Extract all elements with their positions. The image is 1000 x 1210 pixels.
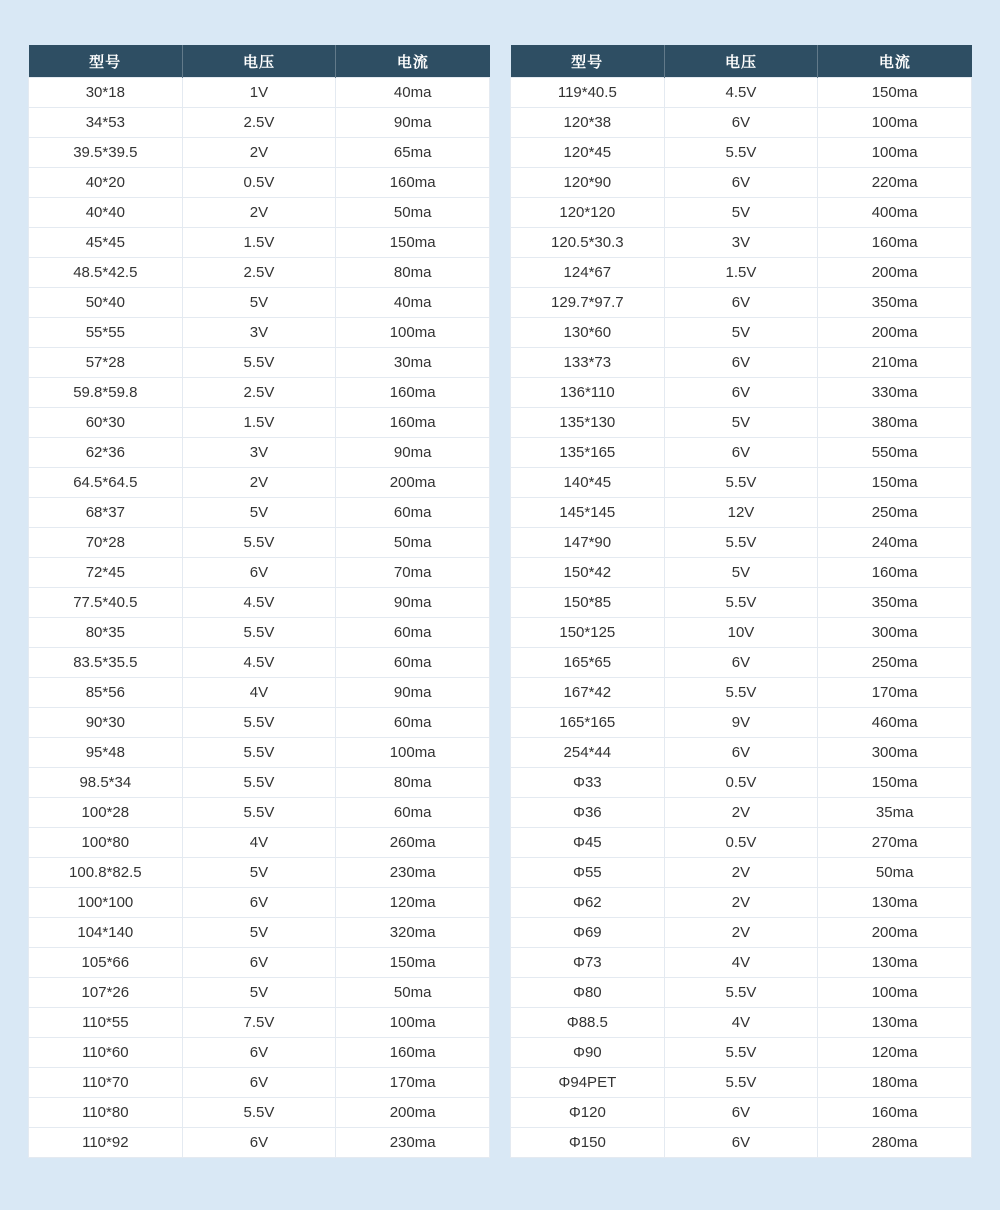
table-cell: 160ma xyxy=(336,1038,490,1068)
table-cell: 400ma xyxy=(818,198,972,228)
table-cell: 150*85 xyxy=(511,588,665,618)
table-row xyxy=(29,168,490,198)
table-cell: 4V xyxy=(182,828,336,858)
table-row xyxy=(29,138,490,168)
table-cell: 6V xyxy=(182,1038,336,1068)
table-row xyxy=(29,978,490,1008)
table-cell: 170ma xyxy=(818,678,972,708)
table-cell: 2V xyxy=(182,138,336,168)
table-row xyxy=(29,378,490,408)
table-cell: 2V xyxy=(664,918,818,948)
table-row xyxy=(511,468,972,498)
table-cell: 240ma xyxy=(818,528,972,558)
table-cell: 5V xyxy=(664,558,818,588)
table-cell: 5.5V xyxy=(664,588,818,618)
table-cell: 70*28 xyxy=(29,528,183,558)
table-cell: Φ120 xyxy=(511,1098,665,1128)
table-cell: 12V xyxy=(664,498,818,528)
table-cell: 120ma xyxy=(818,1038,972,1068)
table-row xyxy=(29,438,490,468)
table-row xyxy=(511,198,972,228)
table-cell: 165*65 xyxy=(511,648,665,678)
table-cell: 1.5V xyxy=(182,408,336,438)
table-cell: 30*18 xyxy=(29,78,183,108)
table-row xyxy=(29,408,490,438)
table-cell: 107*26 xyxy=(29,978,183,1008)
table-cell: 130ma xyxy=(818,888,972,918)
table-cell: 1.5V xyxy=(664,258,818,288)
table-row xyxy=(29,738,490,768)
table-cell: 120*90 xyxy=(511,168,665,198)
table-cell: 59.8*59.8 xyxy=(29,378,183,408)
table-cell: 110*70 xyxy=(29,1068,183,1098)
table-row xyxy=(511,408,972,438)
table-cell: 110*60 xyxy=(29,1038,183,1068)
table-row xyxy=(511,678,972,708)
table-cell: 250ma xyxy=(818,498,972,528)
table-cell: 80ma xyxy=(336,258,490,288)
table-row xyxy=(511,1008,972,1038)
table-cell: 100*80 xyxy=(29,828,183,858)
table-cell: 6V xyxy=(664,378,818,408)
table-cell: 3V xyxy=(664,228,818,258)
table-cell: 30ma xyxy=(336,348,490,378)
table-cell: 77.5*40.5 xyxy=(29,588,183,618)
table-row xyxy=(29,708,490,738)
table-row xyxy=(29,948,490,978)
table-row xyxy=(29,528,490,558)
table-row xyxy=(511,828,972,858)
table-cell: 300ma xyxy=(818,738,972,768)
table-cell: 119*40.5 xyxy=(511,78,665,108)
table-row xyxy=(511,78,972,108)
table-cell: 80*35 xyxy=(29,618,183,648)
table-cell: 5V xyxy=(182,288,336,318)
table-cell: 165*165 xyxy=(511,708,665,738)
table-row xyxy=(29,1008,490,1038)
table-cell: 110*80 xyxy=(29,1098,183,1128)
table-cell: 160ma xyxy=(818,228,972,258)
table-cell: 0.5V xyxy=(664,768,818,798)
table-cell: 2.5V xyxy=(182,108,336,138)
table-row xyxy=(511,708,972,738)
table-row xyxy=(511,438,972,468)
table-cell: 150ma xyxy=(336,948,490,978)
table-cell: Φ69 xyxy=(511,918,665,948)
table-cell: 160ma xyxy=(336,378,490,408)
table-cell: 7.5V xyxy=(182,1008,336,1038)
table-cell: 3V xyxy=(182,438,336,468)
table-cell: 95*48 xyxy=(29,738,183,768)
table-row xyxy=(29,198,490,228)
table-cell: 4V xyxy=(182,678,336,708)
table-cell: 83.5*35.5 xyxy=(29,648,183,678)
table-cell: 2V xyxy=(664,858,818,888)
table-cell: 48.5*42.5 xyxy=(29,258,183,288)
table-row xyxy=(29,858,490,888)
table-cell: 6V xyxy=(664,1128,818,1158)
table-cell: 50ma xyxy=(336,978,490,1008)
table-cell: 105*66 xyxy=(29,948,183,978)
table-cell: 57*28 xyxy=(29,348,183,378)
table-cell: 5V xyxy=(664,198,818,228)
table-cell: 60ma xyxy=(336,648,490,678)
table-cell: 90ma xyxy=(336,588,490,618)
table-cell: 6V xyxy=(664,288,818,318)
table-row xyxy=(511,888,972,918)
table-cell: 34*53 xyxy=(29,108,183,138)
table-row xyxy=(29,768,490,798)
table-row xyxy=(29,258,490,288)
table-cell: 320ma xyxy=(336,918,490,948)
table-row xyxy=(29,318,490,348)
table-cell: 5.5V xyxy=(182,738,336,768)
table-cell: 85*56 xyxy=(29,678,183,708)
table-cell: 2.5V xyxy=(182,258,336,288)
column-header: 电压 xyxy=(182,45,336,78)
table-cell: 5.5V xyxy=(182,618,336,648)
table-cell: 170ma xyxy=(336,1068,490,1098)
table-cell: 1.5V xyxy=(182,228,336,258)
table-cell: 260ma xyxy=(336,828,490,858)
table-cell: 70ma xyxy=(336,558,490,588)
table-row xyxy=(511,618,972,648)
table-cell: 110*92 xyxy=(29,1128,183,1158)
table-cell: 136*110 xyxy=(511,378,665,408)
table-row xyxy=(29,348,490,378)
table-cell: 40ma xyxy=(336,288,490,318)
table-cell: 6V xyxy=(182,1068,336,1098)
table-cell: 65ma xyxy=(336,138,490,168)
table-cell: 120*45 xyxy=(511,138,665,168)
table-row xyxy=(511,1098,972,1128)
table-row xyxy=(29,1098,490,1128)
table-cell: 100ma xyxy=(336,738,490,768)
table-cell: 120ma xyxy=(336,888,490,918)
table-row xyxy=(511,1128,972,1158)
table-cell: Φ36 xyxy=(511,798,665,828)
table-cell: 2V xyxy=(182,198,336,228)
table-cell: 6V xyxy=(664,168,818,198)
table-cell: 60*30 xyxy=(29,408,183,438)
table-cell: 230ma xyxy=(336,1128,490,1158)
table-row xyxy=(29,678,490,708)
table-cell: 110*55 xyxy=(29,1008,183,1038)
table-cell: 5.5V xyxy=(182,348,336,378)
table-row xyxy=(511,528,972,558)
table-cell: 40*40 xyxy=(29,198,183,228)
table-cell: 5.5V xyxy=(182,528,336,558)
table-cell: 129.7*97.7 xyxy=(511,288,665,318)
table-cell: 2V xyxy=(664,888,818,918)
table-row xyxy=(511,768,972,798)
table-row xyxy=(511,948,972,978)
table-cell: 130ma xyxy=(818,948,972,978)
table-cell: 5.5V xyxy=(664,468,818,498)
table-cell: 100ma xyxy=(336,318,490,348)
table-cell: 150ma xyxy=(336,228,490,258)
table-cell: 5.5V xyxy=(664,678,818,708)
table-cell: 0.5V xyxy=(182,168,336,198)
table-cell: 45*45 xyxy=(29,228,183,258)
table-cell: 120.5*30.3 xyxy=(511,228,665,258)
table-row xyxy=(511,918,972,948)
column-header: 电压 xyxy=(664,45,818,78)
table-row xyxy=(511,168,972,198)
table-cell: 150ma xyxy=(818,78,972,108)
table-cell: 60ma xyxy=(336,798,490,828)
table-cell: 9V xyxy=(664,708,818,738)
table-row xyxy=(511,288,972,318)
table-cell: 5.5V xyxy=(182,1098,336,1128)
table-cell: 2.5V xyxy=(182,378,336,408)
table-row xyxy=(29,798,490,828)
table-cell: 330ma xyxy=(818,378,972,408)
table-cell: 68*37 xyxy=(29,498,183,528)
table-cell: 140*45 xyxy=(511,468,665,498)
table-row xyxy=(29,828,490,858)
table-cell: 90ma xyxy=(336,438,490,468)
table-cell: 133*73 xyxy=(511,348,665,378)
table-cell: 100*28 xyxy=(29,798,183,828)
table-cell: 200ma xyxy=(336,1098,490,1128)
table-cell: 135*165 xyxy=(511,438,665,468)
table-row xyxy=(29,1068,490,1098)
table-cell: 62*36 xyxy=(29,438,183,468)
table-row xyxy=(29,78,490,108)
table-cell: 300ma xyxy=(818,618,972,648)
table-cell: 5.5V xyxy=(664,138,818,168)
table-cell: 4.5V xyxy=(182,648,336,678)
table-cell: 160ma xyxy=(818,558,972,588)
table-cell: 90ma xyxy=(336,108,490,138)
table-row xyxy=(511,648,972,678)
table-cell: 64.5*64.5 xyxy=(29,468,183,498)
table-cell: 180ma xyxy=(818,1068,972,1098)
table-cell: 145*145 xyxy=(511,498,665,528)
table-row xyxy=(29,558,490,588)
table-cell: 160ma xyxy=(336,168,490,198)
table-cell: 55*55 xyxy=(29,318,183,348)
table-row xyxy=(511,588,972,618)
table-cell: 200ma xyxy=(336,468,490,498)
table-cell: 160ma xyxy=(818,1098,972,1128)
table-cell: 550ma xyxy=(818,438,972,468)
table-cell: 6V xyxy=(664,738,818,768)
table-cell: 40*20 xyxy=(29,168,183,198)
table-cell: 210ma xyxy=(818,348,972,378)
table-row xyxy=(29,228,490,258)
table-cell: Φ55 xyxy=(511,858,665,888)
table-cell: 150ma xyxy=(818,768,972,798)
table-cell: Φ73 xyxy=(511,948,665,978)
table-cell: 5V xyxy=(664,318,818,348)
table-cell: Φ45 xyxy=(511,828,665,858)
table-cell: 6V xyxy=(664,348,818,378)
table-row xyxy=(511,108,972,138)
table-cell: 4V xyxy=(664,1008,818,1038)
table-cell: 98.5*34 xyxy=(29,768,183,798)
table-cell: 350ma xyxy=(818,288,972,318)
table-cell: Φ150 xyxy=(511,1128,665,1158)
table-row xyxy=(511,1068,972,1098)
spec-table-left xyxy=(28,45,490,1158)
table-row xyxy=(29,108,490,138)
table-cell: 60ma xyxy=(336,618,490,648)
column-header: 型号 xyxy=(511,45,665,78)
table-cell: 100ma xyxy=(336,1008,490,1038)
table-cell: Φ62 xyxy=(511,888,665,918)
table-cell: 120*120 xyxy=(511,198,665,228)
table-cell: 100*100 xyxy=(29,888,183,918)
table-cell: 2V xyxy=(664,798,818,828)
table-cell: 3V xyxy=(182,318,336,348)
table-row xyxy=(29,618,490,648)
table-cell: 230ma xyxy=(336,858,490,888)
table-cell: 6V xyxy=(182,948,336,978)
table-cell: 350ma xyxy=(818,588,972,618)
table-cell: 39.5*39.5 xyxy=(29,138,183,168)
table-row xyxy=(29,288,490,318)
table-cell: 40ma xyxy=(336,78,490,108)
table-cell: 50ma xyxy=(336,528,490,558)
table-cell: 160ma xyxy=(336,408,490,438)
table-cell: 50*40 xyxy=(29,288,183,318)
table-cell: 130ma xyxy=(818,1008,972,1038)
table-cell: Φ80 xyxy=(511,978,665,1008)
table-cell: 200ma xyxy=(818,918,972,948)
table-row xyxy=(511,738,972,768)
table-cell: 60ma xyxy=(336,498,490,528)
table-cell: 5V xyxy=(182,918,336,948)
table-cell: Φ88.5 xyxy=(511,1008,665,1038)
table-cell: 150*42 xyxy=(511,558,665,588)
table-cell: 5.5V xyxy=(664,1038,818,1068)
table-row xyxy=(29,588,490,618)
table-header-row xyxy=(29,45,490,78)
spec-table-right xyxy=(510,45,972,1158)
column-header: 电流 xyxy=(336,45,490,78)
table-row xyxy=(29,888,490,918)
table-row xyxy=(511,1038,972,1068)
table-cell: Φ33 xyxy=(511,768,665,798)
column-header: 电流 xyxy=(818,45,972,78)
table-cell: 35ma xyxy=(818,798,972,828)
table-cell: 0.5V xyxy=(664,828,818,858)
table-cell: 460ma xyxy=(818,708,972,738)
table-cell: 10V xyxy=(664,618,818,648)
table-cell: 104*140 xyxy=(29,918,183,948)
table-row xyxy=(511,978,972,1008)
table-cell: 5V xyxy=(182,858,336,888)
table-cell: 380ma xyxy=(818,408,972,438)
table-cell: 100ma xyxy=(818,138,972,168)
table-cell: 5.5V xyxy=(664,978,818,1008)
table-row xyxy=(29,918,490,948)
table-cell: 167*42 xyxy=(511,678,665,708)
table-cell: Φ90 xyxy=(511,1038,665,1068)
table-cell: 6V xyxy=(664,108,818,138)
table-cell: 130*60 xyxy=(511,318,665,348)
table-cell: 5V xyxy=(664,408,818,438)
table-cell: 6V xyxy=(664,438,818,468)
table-cell: 6V xyxy=(664,1098,818,1128)
table-cell: 100ma xyxy=(818,108,972,138)
table-row xyxy=(29,498,490,528)
table-cell: 50ma xyxy=(336,198,490,228)
table-cell: 5.5V xyxy=(182,798,336,828)
table-row xyxy=(29,468,490,498)
table-cell: 90ma xyxy=(336,678,490,708)
table-row xyxy=(511,318,972,348)
table-cell: 90*30 xyxy=(29,708,183,738)
table-cell: 2V xyxy=(182,468,336,498)
table-cell: 5V xyxy=(182,498,336,528)
table-row xyxy=(511,348,972,378)
table-cell: 120*38 xyxy=(511,108,665,138)
table-cell: 5V xyxy=(182,978,336,1008)
table-cell: 200ma xyxy=(818,318,972,348)
table-row xyxy=(511,558,972,588)
column-header: 型号 xyxy=(29,45,183,78)
table-cell: 50ma xyxy=(818,858,972,888)
table-cell: 5.5V xyxy=(182,768,336,798)
table-cell: 1V xyxy=(182,78,336,108)
table-cell: 6V xyxy=(182,1128,336,1158)
table-cell: 150ma xyxy=(818,468,972,498)
table-cell: 4.5V xyxy=(664,78,818,108)
table-cell: 72*45 xyxy=(29,558,183,588)
table-header-row xyxy=(511,45,972,78)
table-cell: 4V xyxy=(664,948,818,978)
table-cell: 150*125 xyxy=(511,618,665,648)
table-cell: 5.5V xyxy=(182,708,336,738)
table-row xyxy=(511,228,972,258)
table-cell: 6V xyxy=(664,648,818,678)
table-row xyxy=(511,498,972,528)
table-row xyxy=(511,258,972,288)
table-cell: 80ma xyxy=(336,768,490,798)
table-cell: 280ma xyxy=(818,1128,972,1158)
table-cell: 100.8*82.5 xyxy=(29,858,183,888)
table-cell: 100ma xyxy=(818,978,972,1008)
table-cell: Φ94PET xyxy=(511,1068,665,1098)
table-cell: 4.5V xyxy=(182,588,336,618)
table-cell: 124*67 xyxy=(511,258,665,288)
table-cell: 60ma xyxy=(336,708,490,738)
table-cell: 270ma xyxy=(818,828,972,858)
table-row xyxy=(29,1128,490,1158)
table-row xyxy=(511,378,972,408)
table-cell: 135*130 xyxy=(511,408,665,438)
table-cell: 147*90 xyxy=(511,528,665,558)
table-row xyxy=(29,1038,490,1068)
table-cell: 200ma xyxy=(818,258,972,288)
table-cell: 220ma xyxy=(818,168,972,198)
table-row xyxy=(511,798,972,828)
table-cell: 254*44 xyxy=(511,738,665,768)
table-cell: 5.5V xyxy=(664,528,818,558)
table-row xyxy=(511,138,972,168)
table-cell: 5.5V xyxy=(664,1068,818,1098)
table-row xyxy=(511,858,972,888)
table-cell: 6V xyxy=(182,558,336,588)
table-cell: 250ma xyxy=(818,648,972,678)
table-cell: 6V xyxy=(182,888,336,918)
table-row xyxy=(29,648,490,678)
